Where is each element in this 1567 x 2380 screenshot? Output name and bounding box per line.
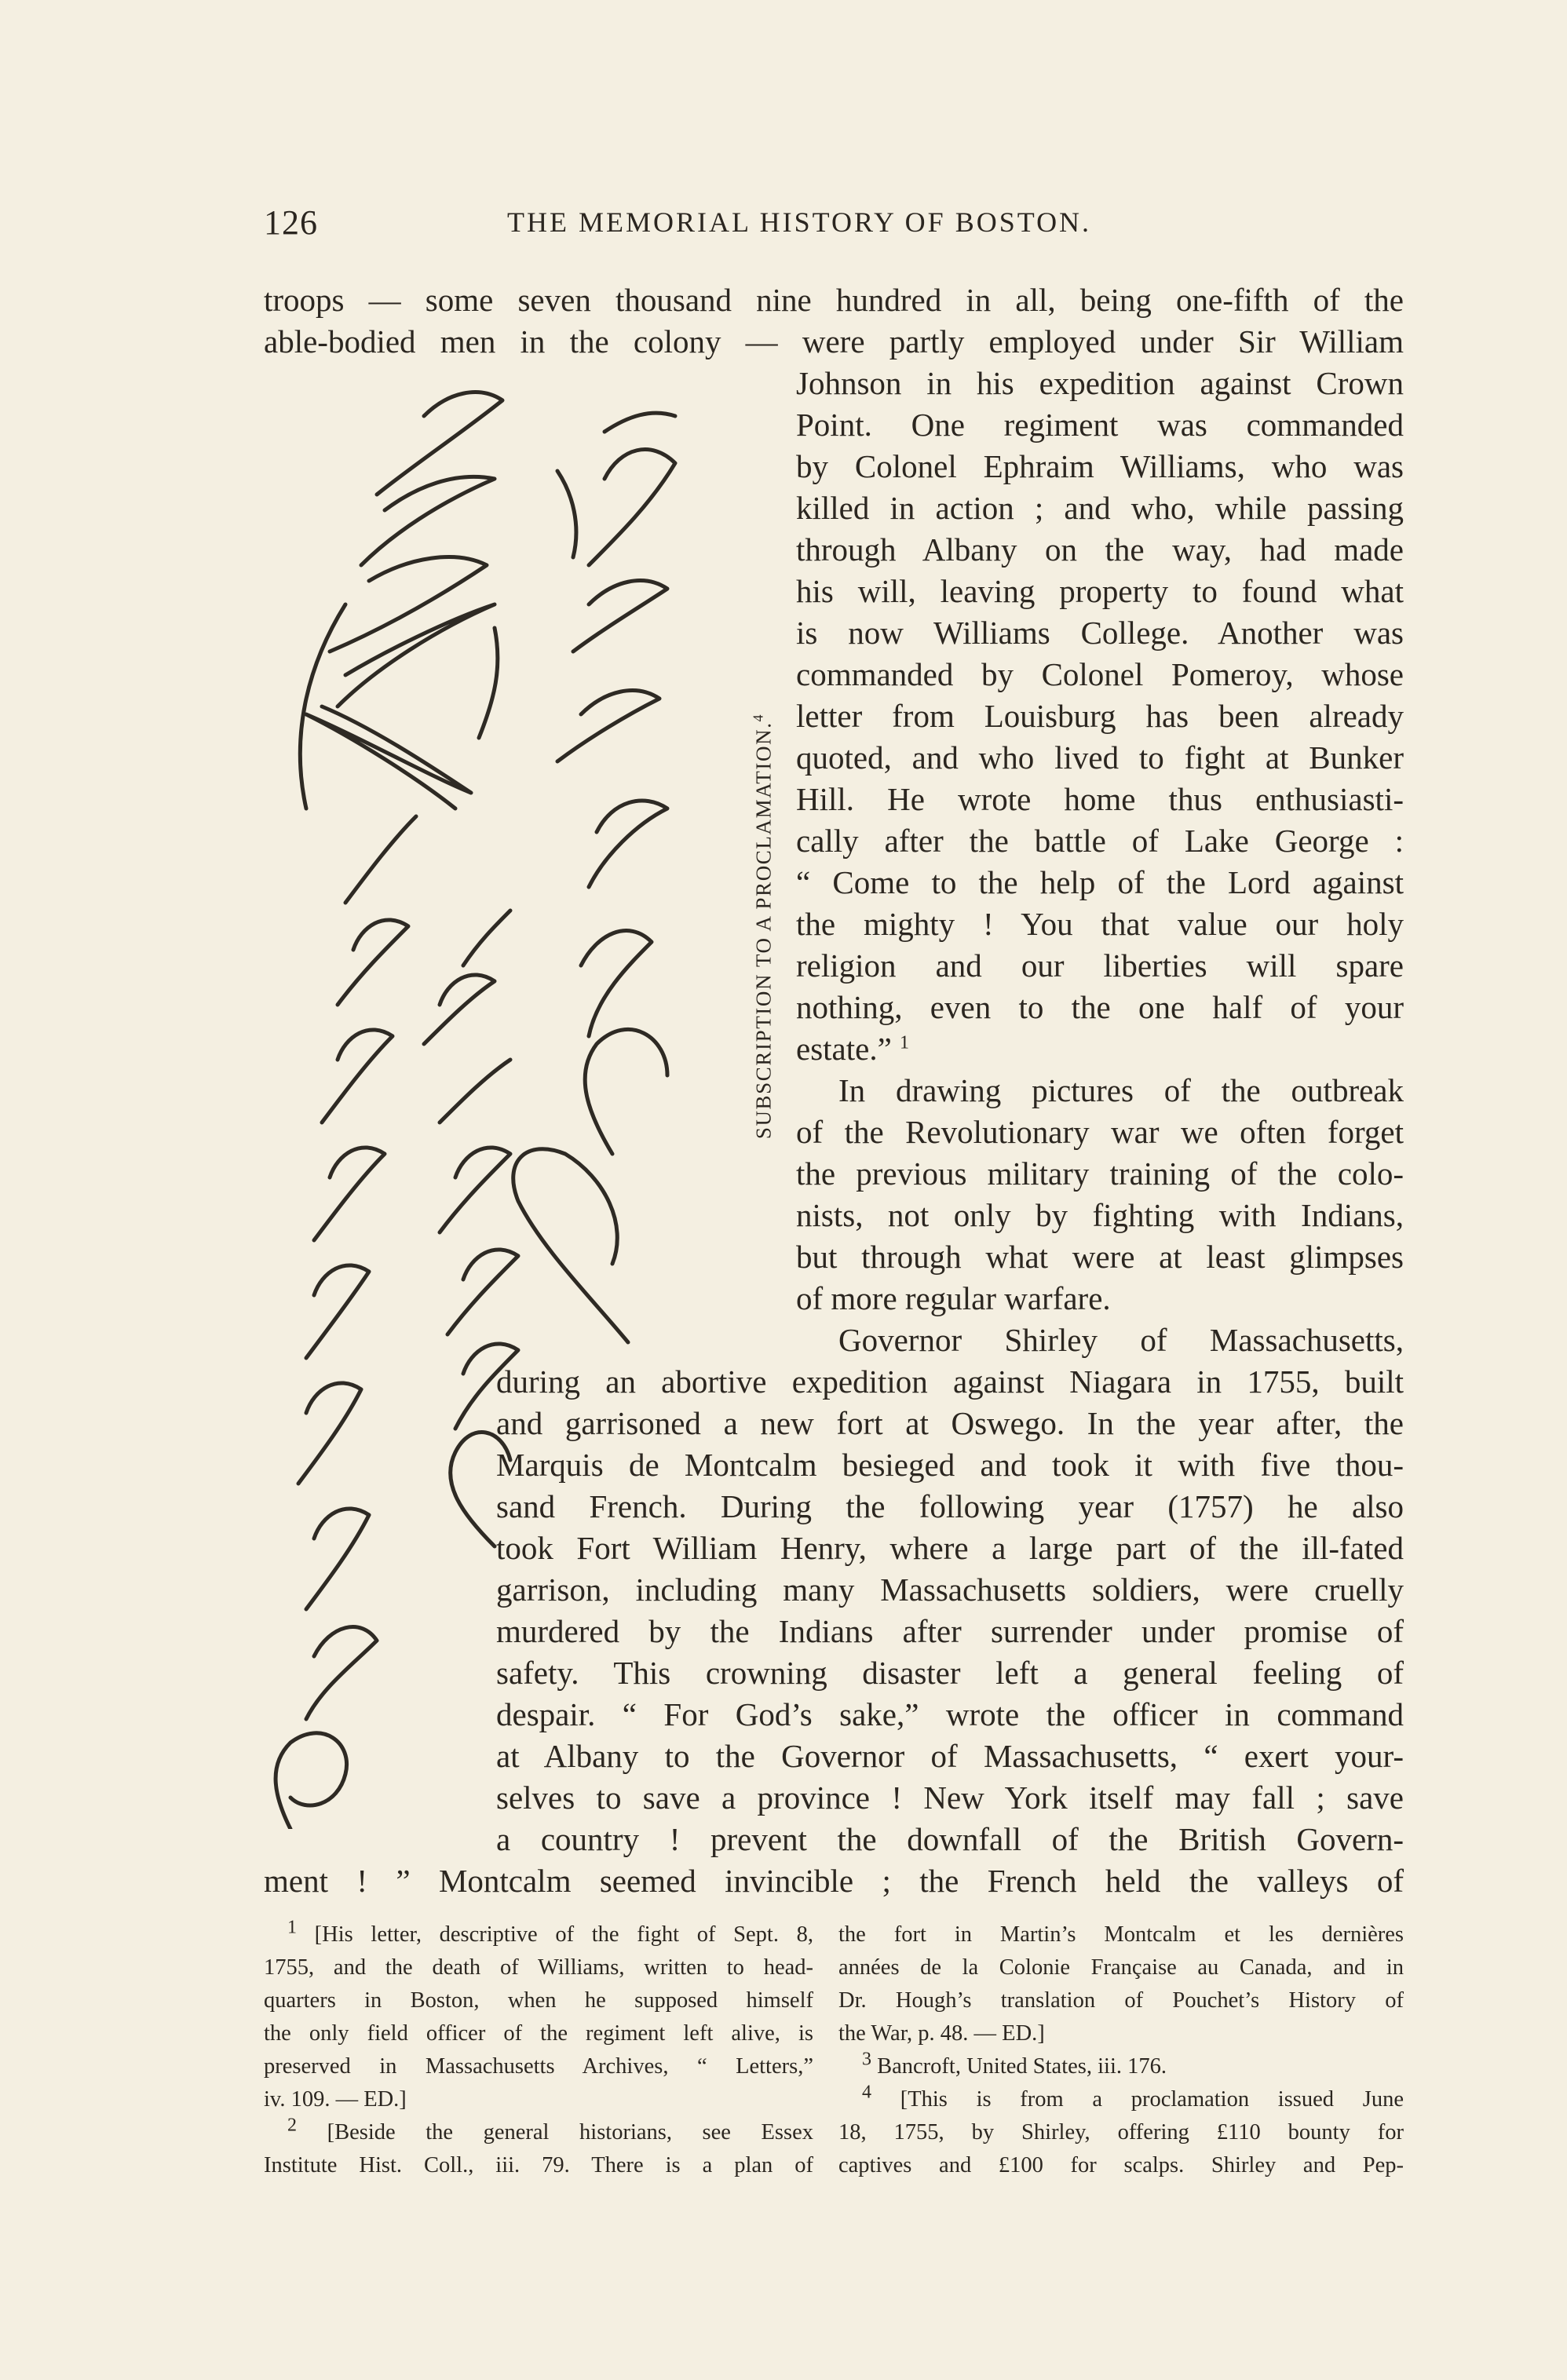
footnote-line: the War, p. 48. — ED.] [838, 2021, 1045, 2046]
body-line: commanded by Colonel Pomeroy, whose [796, 656, 1404, 692]
footnote-line: années de la Colonie Française au Canada, and in [838, 1955, 1404, 1980]
body-line: took Fort William Henry, where a large part of the ill-fated [496, 1530, 1404, 1566]
body-line: through Albany on the way, had made [796, 531, 1404, 568]
footnote-line: the only field officer of the regiment left alive, is [264, 2021, 813, 2046]
footnote-line: $^1$ [His letter, descriptive of the fight of Sept. 8, [287, 1917, 813, 1947]
footnote-line: 18, 1755, by Shirley, offering £110 bounty for [838, 2120, 1404, 2145]
body-line: by Colonel Ephraim Williams, who was [796, 448, 1404, 484]
shirley-signature [300, 392, 502, 809]
caption-text: SUBSCRIPTION TO A PROCLAMATION. [751, 721, 776, 1140]
body-line: able-bodied men in the colony — were partly employed under Sir William [264, 323, 1404, 360]
body-line: of more regular warfare. [796, 1280, 1111, 1316]
body-line: safety. This crowning disaster left a general feeling of [496, 1655, 1404, 1691]
figure-caption [740, 691, 787, 1162]
footnote-line: 1755, and the death of Williams, written to head- [264, 1955, 813, 1980]
footnote-line: $^4$ [This is from a proclamation issued June [862, 2082, 1404, 2112]
body-line: despair. “ For God’s sake,” wrote the officer in command [496, 1696, 1404, 1732]
footnote-line: $^2$ [Beside the general historians, see Essex [287, 2115, 813, 2145]
caption-note-marker: 4 [750, 713, 766, 722]
body-line: garrison, including many Massachusetts soldiers, were cruelly [496, 1571, 1404, 1608]
body-line: a country ! prevent the downfall of the British Govern- [496, 1821, 1404, 1857]
body-line: his will, leaving property to found what [796, 573, 1404, 609]
footnote-marker: 1 [287, 1917, 297, 1938]
body-line: letter from Louisburg has been already [796, 698, 1404, 734]
body-line: at Albany to the Governor of Massachusetts, “ exert your- [496, 1738, 1404, 1774]
footnote-marker: 2 [287, 2115, 297, 2136]
footnote-line: the fort in Martin’s Montcalm et les dernières [838, 1922, 1404, 1947]
body-line: estate.” $^1$ [796, 1031, 910, 1067]
footnote-line: Institute Hist. Coll., iii. 79. There is a plan of [264, 2153, 813, 2177]
body-line: In drawing pictures of the outbreak [838, 1072, 1404, 1108]
body-line: quoted, and who lived to fight at Bunker [796, 739, 1404, 776]
body-line: during an abortive expedition against Niagara in 1755, built [496, 1363, 1404, 1400]
body-line: Point. One regiment was commanded [796, 407, 1404, 443]
footnote-line: preserved in Massachusetts Archives, “ Letters,” [264, 2054, 813, 2079]
body-line: religion and our liberties will spare [796, 947, 1404, 984]
body-line: sand French. During the following year (1757) he also [496, 1488, 1404, 1524]
body-line: Hill. He wrote home thus enthusiasti- [796, 781, 1404, 817]
body-line: killed in action ; and who, while passing [796, 490, 1404, 526]
body-line: of the Revolutionary war we often forget [796, 1114, 1404, 1150]
body-line: “ Come to the help of the Lord against [796, 864, 1404, 900]
footnote-line: iv. 109. — ED.] [264, 2087, 407, 2112]
body-line: Marquis de Montcalm besieged and took it with five thou- [496, 1447, 1404, 1483]
body-line: Johnson in his expedition against Crown [796, 365, 1404, 401]
running-title: THE MEMORIAL HISTORY OF BOSTON. [507, 206, 1092, 238]
body-line: the previous military training of the colo- [796, 1155, 1404, 1192]
note-marker: 1 [900, 1032, 910, 1053]
footnote-line: captives and £100 for scalps. Shirley and Pep- [838, 2153, 1404, 2177]
body-line: troops — some seven thousand nine hundred in all, being one-fifth of the [264, 282, 1404, 318]
body-line: cally after the battle of Lake George : [796, 823, 1404, 859]
body-line: murdered by the Indians after surrender under promise of [496, 1613, 1404, 1649]
body-line: nists, not only by fighting with Indians, [796, 1197, 1404, 1233]
footnote-marker: 4 [862, 2082, 871, 2103]
body-line: the mighty ! You that value our holy [796, 906, 1404, 942]
body-line: but through what were at least glimpses [796, 1239, 1404, 1275]
body-line: nothing, even to the one half of your [796, 989, 1404, 1025]
body-line: and garrisoned a new fort at Oswego. In the year after, the [496, 1405, 1404, 1441]
body-line: is now Williams College. Another was [796, 615, 1404, 651]
body-line: Governor Shirley of Massachusetts, [838, 1322, 1404, 1358]
footnote-line: Dr. Hough’s translation of Pouchet’s History of [838, 1988, 1404, 2013]
footnote-line: $^3$ Bancroft, United States, iii. 176. [862, 2049, 1167, 2079]
running-head [264, 203, 1404, 246]
god-save-the-king-script [513, 413, 675, 1342]
by-his-excellency-script [276, 816, 416, 1829]
body-line: ment ! ” Montcalm seemed invincible ; the French held the valleys of [264, 1863, 1404, 1899]
footnote-marker: 3 [862, 2049, 871, 2070]
body-line: selves to save a province ! New York itself may fall ; save [496, 1780, 1404, 1816]
footnote-line: quarters in Boston, when he supposed himself [264, 1988, 813, 2013]
page-number: 126 [264, 203, 318, 242]
